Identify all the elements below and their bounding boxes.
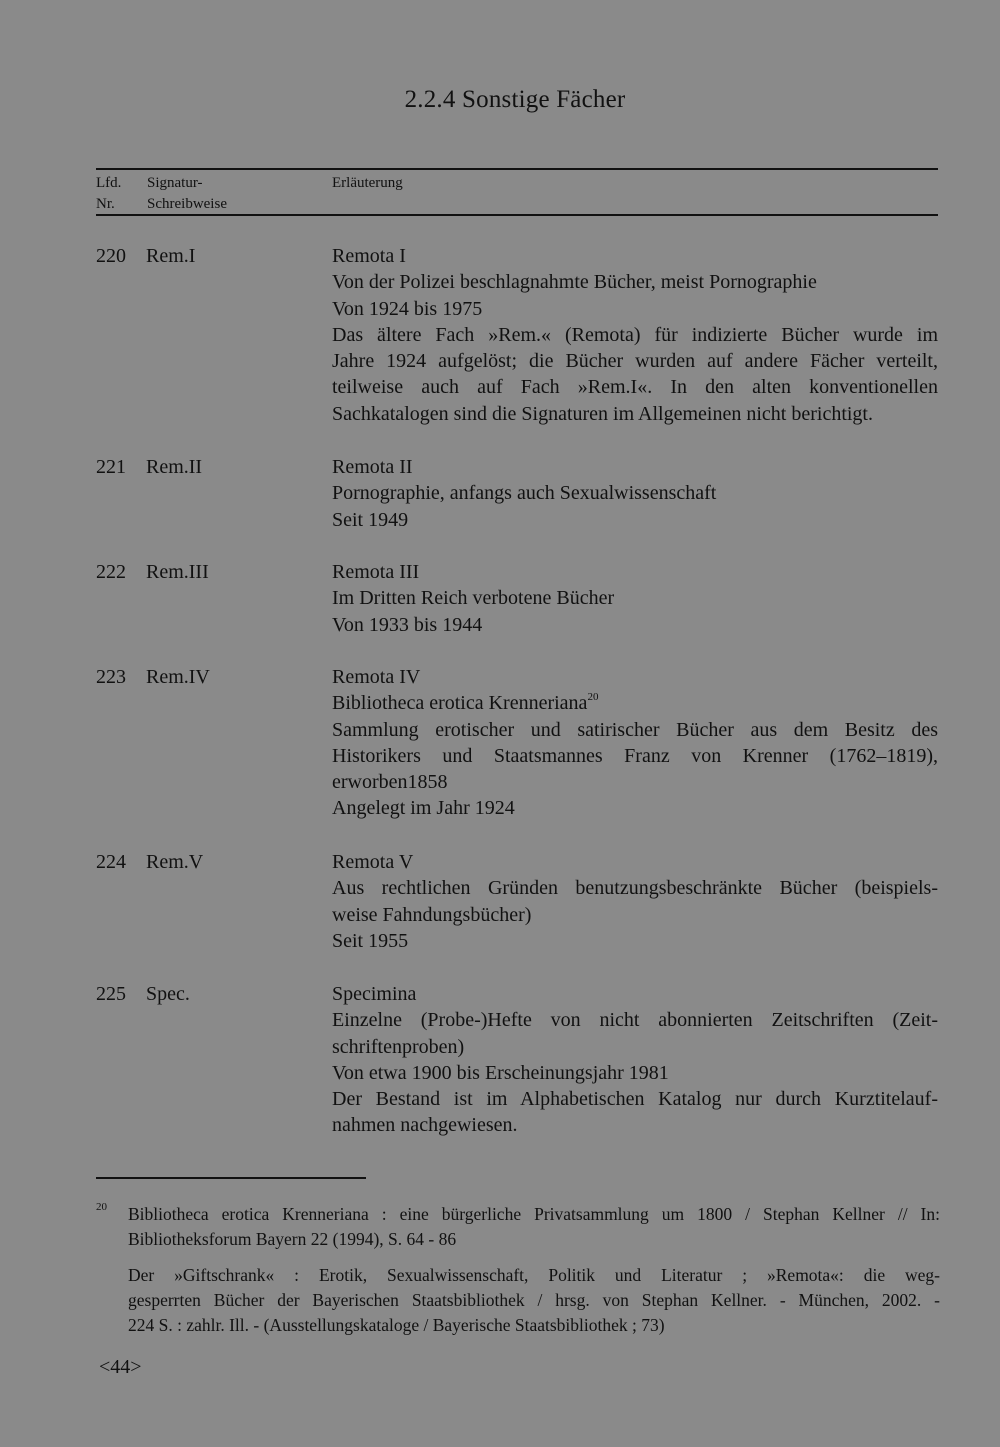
description-line: Remota V [332, 851, 414, 873]
description-line: Pornographie, anfangs auch Sexualwissenschaft [332, 482, 717, 505]
description-line: Sammlung erotischer und satirischer Bücher aus dem Besitz des [332, 718, 938, 741]
entry-signature: Spec. [146, 983, 190, 1005]
footnote-paragraph-2 [128, 1263, 940, 1338]
footnote-paragraph-1 [128, 1202, 940, 1252]
page-title: 2.2.4 Sonstige Fächer [404, 86, 626, 113]
description-line: Historikers und Staatsmannes Franz von Krenner (1762–1819), [332, 744, 938, 767]
entry-number: 224 [96, 851, 126, 873]
description-line-with-footnote [332, 690, 938, 716]
header-nr [96, 173, 121, 215]
entry-number: 223 [96, 666, 126, 688]
entry-description [332, 243, 938, 427]
description-line: teilweise auch auf Fach »Rem.I«. In den alten konventionellen [332, 376, 938, 399]
description-line: Angelegt im Jahr 1924 [332, 797, 515, 820]
entry-number: 222 [96, 561, 126, 583]
entry-signature: Rem.II [146, 456, 203, 478]
entry-description [332, 664, 938, 822]
description-line: Seit 1949 [332, 508, 409, 531]
description-line: Remota I [332, 245, 406, 267]
description-line: Remota III [332, 561, 420, 583]
entry-description [332, 849, 938, 954]
description-line: nahmen nachgewiesen. [332, 1114, 518, 1137]
description-line: Der Bestand ist im Alphabetischen Katalog nur durch Kurztitelauf- [332, 1088, 938, 1111]
header-sig-line1: Signatur- [147, 175, 203, 191]
entry-signature: Rem.IV [146, 666, 210, 688]
header-nr-line1: Lfd. [96, 175, 122, 191]
description-line: Seit 1955 [332, 929, 409, 952]
description-line: schriftenproben) [332, 1035, 465, 1058]
entry-signature: Rem.III [146, 561, 209, 583]
header-sig-line2: Schreibweise [147, 196, 227, 212]
table-header-rule [96, 214, 938, 216]
entry-number: 225 [96, 983, 126, 1005]
description-line: Von etwa 1900 bis Erscheinungsjahr 1981 [332, 1061, 669, 1084]
header-description: Erläuterung [332, 175, 403, 191]
entry-number: 221 [96, 456, 126, 478]
description-line: Das ältere Fach »Rem.« (Remota) für indizierte Bücher wurde im [332, 323, 938, 346]
description-line: Von der Polizei beschlagnahmte Bücher, meist Pornographie [332, 271, 817, 294]
entry-description [332, 981, 938, 1139]
footnote-line: gesperrten Bücher der Bayerischen Staatsbibliothek / hrsg. von Stephan Kellner. - München, 2002. - [128, 1290, 940, 1310]
description-line: Bibliotheca erotica Krenneriana [332, 692, 588, 715]
footnote-separator [96, 1177, 366, 1179]
header-signature [147, 173, 227, 215]
footnote-reference[interactable]: 20 [587, 691, 599, 704]
footnote-line: Der »Giftschrank« : Erotik, Sexualwissenschaft, Politik und Literatur ; »Remota«: die weg- [128, 1265, 940, 1285]
description-line: Aus rechtlichen Gründen benutzungsbeschränkte Bücher (beispiels- [332, 877, 938, 900]
description-line: Von 1933 bis 1944 [332, 613, 483, 636]
description-line: Einzelne (Probe-)Hefte von nicht abonnierten Zeitschriften (Zeit- [332, 1009, 938, 1032]
description-line: Specimina [332, 983, 417, 1005]
entry-signature: Rem.I [146, 245, 196, 267]
description-line: Sachkatalogen sind die Signaturen im Allgemeinen nicht berichtigt. [332, 402, 873, 425]
entry-signature: Rem.V [146, 851, 204, 873]
footnote-line: Bibliotheksforum Bayern 22 (1994), S. 64 - 86 [128, 1229, 457, 1249]
footnote-line: 224 S. : zahlr. Ill. - (Ausstellungskataloge / Bayerische Staatsbibliothek ; 73) [128, 1315, 665, 1335]
entry-description [332, 559, 938, 638]
entry-description [332, 454, 938, 533]
entry-number: 220 [96, 245, 126, 267]
footnote-number: 20 [96, 1201, 107, 1213]
description-line: Jahre 1924 aufgelöst; die Bücher wurden auf andere Fächer verteilt, [332, 350, 938, 373]
description-line: weise Fahndungsbücher) [332, 903, 532, 926]
footnote-line: Bibliotheca erotica Krenneriana : eine bürgerliche Privatsammlung um 1800 / Stephan Kellner // In: [128, 1204, 940, 1224]
header-nr-line2: Nr. [96, 196, 115, 212]
description-line: Remota IV [332, 666, 421, 688]
table-top-rule [96, 168, 938, 170]
page-number: <44> [99, 1356, 142, 1378]
description-line: Remota II [332, 456, 413, 478]
description-line: erworben1858 [332, 771, 448, 794]
description-line: Im Dritten Reich verbotene Bücher [332, 587, 615, 610]
description-line: Von 1924 bis 1975 [332, 297, 483, 320]
